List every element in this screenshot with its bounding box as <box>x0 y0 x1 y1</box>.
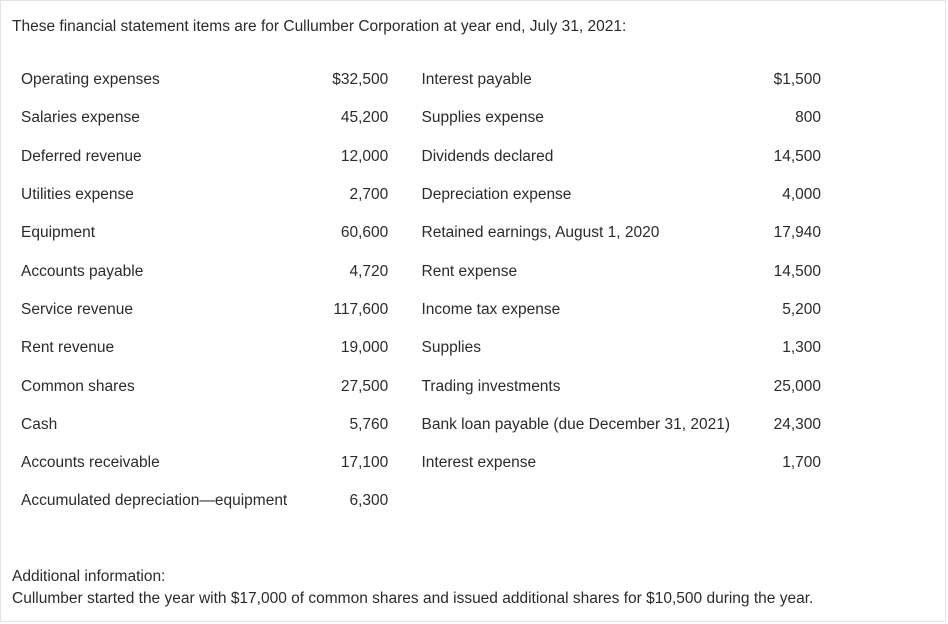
item-label: Bank loan payable (due December 31, 2021) <box>421 415 730 433</box>
table-row <box>21 329 821 367</box>
item-label: Supplies <box>421 339 481 357</box>
item-value: 45,200 <box>340 109 389 127</box>
additional-heading: Additional information: <box>12 568 166 585</box>
item-value: 4,720 <box>349 262 389 280</box>
additional-text: Cullumber started the year with $17,000 of common shares and issued additional shares for $10,500 during the year. <box>12 590 814 607</box>
item-label: Accounts payable <box>21 262 144 280</box>
item-label: Service revenue <box>21 300 134 318</box>
table-row <box>21 252 821 290</box>
item-label: Supplies expense <box>421 109 544 127</box>
item-label: Accounts receivable <box>21 454 160 472</box>
item-value: 25,000 <box>773 377 821 395</box>
item-value: 2,700 <box>349 186 389 204</box>
table-row <box>21 444 821 482</box>
item-value: 117,600 <box>333 300 389 318</box>
table-row <box>21 367 821 405</box>
table-row <box>21 99 821 137</box>
item-value: 14,500 <box>773 147 821 165</box>
item-value: 17,100 <box>340 454 389 472</box>
item-value: 6,300 <box>349 492 389 510</box>
item-label: Depreciation expense <box>421 186 572 204</box>
table-row <box>21 214 821 252</box>
item-value: 17,940 <box>773 224 821 242</box>
table-row <box>21 482 821 520</box>
item-label: Rent revenue <box>21 339 115 357</box>
table-row <box>21 61 821 99</box>
table-row <box>21 176 821 214</box>
item-value: 1,700 <box>782 454 821 472</box>
item-label: Common shares <box>21 377 135 395</box>
financial-items-table <box>21 61 821 521</box>
item-label: Equipment <box>21 224 96 242</box>
item-value: 14,500 <box>773 262 821 280</box>
table-row <box>21 291 821 329</box>
item-value: 19,000 <box>340 339 389 357</box>
item-label: Utilities expense <box>21 186 134 204</box>
item-label: Rent expense <box>421 262 518 280</box>
item-value <box>764 482 821 520</box>
table-row <box>21 406 821 444</box>
table-row <box>21 138 821 176</box>
item-value: $32,500 <box>332 71 389 89</box>
item-value: 800 <box>795 109 821 127</box>
item-label: Accumulated depreciation—equipment <box>21 492 288 510</box>
item-label: Interest payable <box>421 71 532 89</box>
item-value: 5,200 <box>782 300 821 318</box>
intro-text: These financial statement items are for Cullumber Corporation at year end, July 31, 2021: <box>12 18 627 35</box>
item-label <box>422 482 764 520</box>
item-value: 24,300 <box>773 415 821 433</box>
item-label: Income tax expense <box>421 300 561 318</box>
item-label: Retained earnings, August 1, 2020 <box>421 224 660 242</box>
item-value: 1,300 <box>782 339 821 357</box>
item-label: Salaries expense <box>21 109 140 127</box>
item-label: Trading investments <box>421 377 561 395</box>
item-label: Interest expense <box>421 454 537 472</box>
item-label: Dividends declared <box>421 147 554 165</box>
item-value: 5,760 <box>349 415 389 433</box>
additional-information <box>12 566 813 610</box>
item-value: 27,500 <box>340 377 389 395</box>
item-label: Operating expenses <box>21 71 160 89</box>
item-value: $1,500 <box>773 71 821 89</box>
item-label: Cash <box>21 415 58 433</box>
item-value: 12,000 <box>340 147 389 165</box>
item-value: 60,600 <box>340 224 389 242</box>
item-label: Deferred revenue <box>21 147 142 165</box>
item-value: 4,000 <box>782 186 821 204</box>
